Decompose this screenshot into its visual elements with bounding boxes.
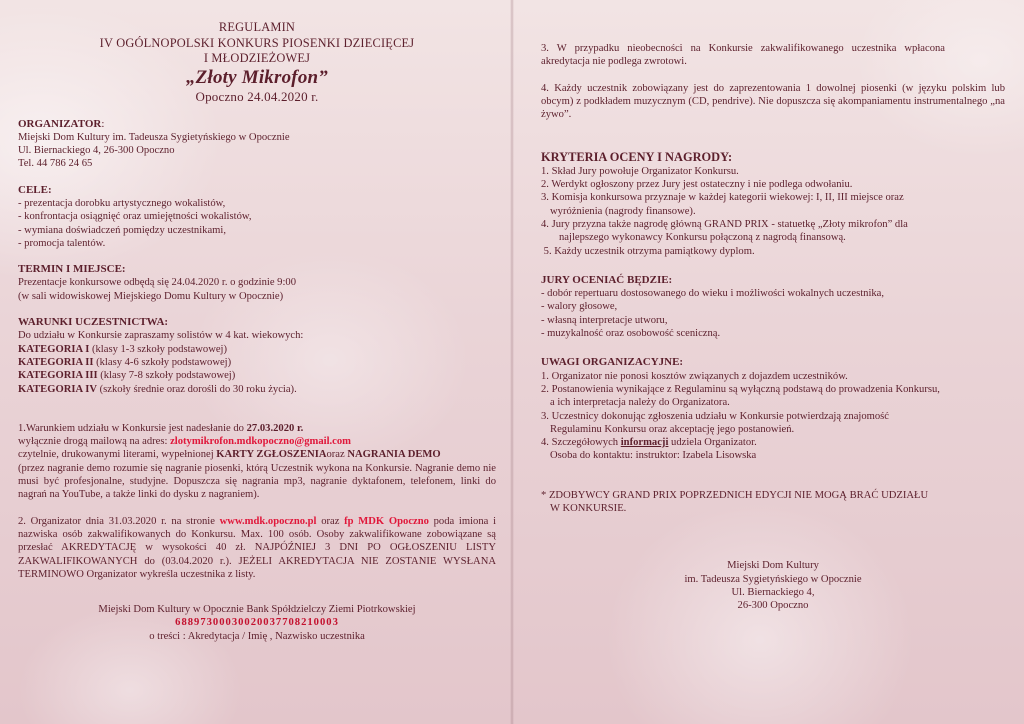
jury-item: - dobór repertuaru dostosowanego do wieku i możliwości wokalnych uczestnika, — [541, 288, 885, 300]
facebook-link[interactable]: fp MDK Opoczno — [344, 515, 429, 527]
conditions-heading: WARUNKI UCZESTNICTWA: — [18, 316, 169, 329]
category-1: KATEGORIA I (klasy 1-3 szkoły podstawowej) — [18, 343, 228, 355]
criteria-item: 1. Skład Jury powołuje Organizator Konkursu. — [541, 165, 739, 177]
condition-point-1: 1.Warunkiem udziału w Konkursie jest nadesłanie do 27.03.2020 r. wyłącznie drogą mailową na adres: zlotymikrofon.mdkopoczno@gmail.com czytelnie, drukowanymi literami, wypełnionej KARTY ZGŁOSZENIAoraz NAGRANIA DEMO (przez nagranie demo rozumie się nagranie piosenki, którą Uczestnik wykona na Konkursie. Nagranie demo nie musi być profesjonalne, studyjne. Dopuszcza się nagrania mp3, nagranie dyktafonem, telefonem, linki do nagrań na YouTube, a także linki do dysku z nagraniem). — [18, 422, 496, 501]
organizer-address: Ul. Biernackiego 4, 26-300 Opoczno — [18, 145, 175, 157]
contest-email[interactable]: zlotymikrofon.mdkopoczno@gmail.com — [170, 436, 351, 448]
remarks-heading: UWAGI ORGANIZACYJNE: — [541, 356, 684, 369]
remark-item-4: 4. Szczegółowych informacji udziela Organizator. — [541, 437, 757, 449]
goal-item: - promocja talentów. — [18, 237, 106, 249]
bank-info — [18, 603, 496, 643]
organizer-heading: ORGANIZATOR: — [18, 117, 105, 130]
note-line-2: W KONKURSIE. — [550, 503, 627, 515]
goal-item: - wymiana doświadczeń pomiędzy uczestnikami, — [18, 224, 226, 236]
left-page — [18, 20, 496, 643]
criteria-item: 2. Werdykt ogłoszony przez Jury jest ostateczny i nie podlega odwołaniu. — [541, 179, 853, 191]
title-line-2: IV OGÓLNOPOLSKI KONKURS PIOSENKI DZIECIĘCEJ — [99, 35, 415, 50]
grand-prix-note — [541, 489, 1005, 516]
term-heading: TERMIN I MIEJSCE: — [18, 263, 126, 276]
criteria-item: wyróżnienia (nagrody finansowe). — [550, 205, 696, 217]
goal-item: - prezentacja dorobku artystycznego wokalistów, — [18, 197, 226, 209]
conditions-intro: Do udziału w Konkursie zapraszamy solistów w 4 kat. wiekowych: — [18, 330, 304, 342]
condition-point-3: 3. W przypadku nieobecności na Konkursie zakwalifikowanego uczestnika wpłacona akredytacja nie podlega zwrotowi. — [541, 43, 945, 68]
criteria-heading: KRYTERIA OCENY I NAGRODY: — [541, 150, 733, 165]
goal-item: - konfrontacja osiągnięć oraz umiejętności wokalistów, — [18, 211, 252, 223]
category-4: KATEGORIA IV (szkoły średnie oraz dorośli do 30 roku życia). — [18, 383, 297, 395]
right-page — [541, 42, 1005, 613]
remark-item: 2. Postanowienia wynikające z Regulaminu są wyłączną podstawą do prowadzenia Konkursu, — [541, 383, 940, 395]
remark-item: Regulaminu Konkursu oraz akceptację jego postanowień. — [550, 423, 795, 435]
criteria-item: 4. Jury przyzna także nagrodę główną GRAND PRIX - statuetkę „Złoty mikrofon” dla — [541, 218, 908, 230]
contest-date: Opoczno 24.04.2020 r. — [195, 88, 319, 104]
bank-account-number: 68897300030020037708210003 — [175, 617, 339, 629]
signature-line: im. Tadeusza Sygietyńskiego w Opocznie — [684, 573, 862, 585]
title-line-1: REGULAMIN — [218, 20, 296, 34]
signature-line: Ul. Biernackiego 4, — [731, 586, 815, 598]
condition-point-2: 2. Organizator dnia 31.03.2020 r. na stronie www.mdk.opoczno.pl oraz fp MDK Opoczno poda imiona i nazwiska osób zakwalifikowanych do Konkursu. Max. 100 osób. Osoby zakwalifikowane zobowiązane są przesłać AKREDYTACJĘ w wysokości 40 zł. NAJPÓŹNIEJ 3 DNI PO OGŁOSZENIU LISTY ZAKWALIFIKOWANYCH do (03.04.2020 r.). JEŻELI AKREDYTACJA NIE ZOSTANIE WYSŁANA TERMINOWO Organizator wykreśla uczestnika z listy. — [18, 515, 497, 580]
title-line-3: I MŁODZIEŻOWEJ — [203, 51, 311, 65]
remark-item: 1. Organizator nie ponosi kosztów związanych z dojazdem uczestników. — [541, 370, 848, 382]
jury-item: - walory głosowe, — [541, 301, 618, 313]
term-line-2: (w sali widowiskowej Miejskiego Domu Kultury w Opocznie) — [18, 290, 284, 302]
website-link[interactable]: www.mdk.opoczno.pl — [219, 515, 317, 527]
signature-line: 26-300 Opoczno — [737, 600, 809, 612]
organizer-phone: Tel. 44 786 24 65 — [18, 158, 93, 170]
category-2: KATEGORIA II (klasy 4-6 szkoły podstawowej) — [18, 356, 232, 368]
term-line-1: Prezentacje konkursowe odbędą się 24.04.2020 r. o godzinie 9:00 — [18, 277, 297, 289]
transfer-title: o treści : Akredytacja / Imię , Nazwisko uczestnika — [149, 630, 365, 642]
category-3: KATEGORIA III (klasy 7-8 szkoły podstawowej) — [18, 370, 236, 382]
condition-point-4: 4. Każdy uczestnik zobowiązany jest do zaprezentowania 1 dowolnej piosenki (w języku polskim lub obcym) z podkładem muzycznym (CD, pendrive). Nie dopuszcza się akompaniamentu instrumentalnego „na żywo”. — [541, 82, 1005, 121]
criteria-item: najlepszego wykonawcy Konkursu połączoną z nagrodą finansową. — [559, 232, 846, 244]
criteria-item: 5. Każdy uczestnik otrzyma pamiątkowy dyplom. — [541, 245, 755, 257]
criteria-item: 3. Komisja konkursowa przyznaje w każdej kategorii wiekowej: I, II, III miejsce oraz — [541, 192, 904, 204]
bank-name: Miejski Dom Kultury w Opocznie Bank Spółdzielczy Ziemi Piotrkowskiej — [98, 604, 416, 616]
note-line-1: * ZDOBYWCY GRAND PRIX POPRZEDNICH EDYCJI NIE MOGĄ BRAĆ UDZIAŁU — [541, 489, 929, 501]
jury-item: - własną interpretacje utworu, — [541, 314, 668, 326]
page-fold — [510, 0, 514, 724]
jury-item: - muzykalność oraz osobowość sceniczną. — [541, 328, 721, 340]
contest-name: „Złoty Mikrofon” — [185, 66, 328, 88]
contact-person: Osoba do kontaktu: instruktor: Izabela Lisowska — [550, 450, 757, 462]
remark-item: a ich interpretacja należy do Organizatora. — [550, 397, 730, 409]
jury-heading: JURY OCENIAĆ BĘDZIE: — [541, 273, 673, 286]
organizer-name: Miejski Dom Kultury im. Tadeusza Sygietyńskiego w Opocznie — [18, 131, 290, 143]
goals-heading: CELE: — [18, 183, 52, 196]
information-link[interactable]: informacji — [620, 437, 669, 449]
document-title — [18, 20, 496, 104]
remark-item: 3. Uczestnicy dokonując zgłoszenia udziału w Konkursie potwierdzają znajomość — [541, 410, 890, 422]
signature-block — [541, 559, 1005, 612]
signature-line: Miejski Dom Kultury — [727, 560, 819, 572]
